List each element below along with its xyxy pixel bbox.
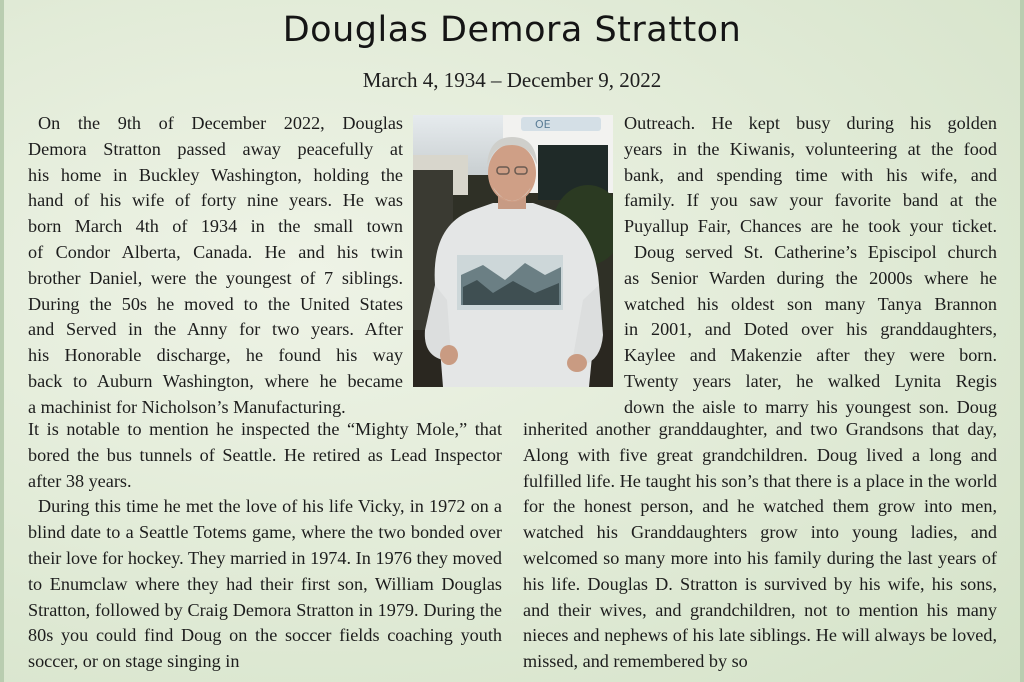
paragraph-mighty-mole: It is notable to mention he inspected the “Mighty Mole,” that bored the bus tunnels of Seattle. He retired as Lead Inspector after 38 years. (28, 419, 502, 491)
left-column-top (28, 111, 403, 421)
text-line: down the aisle to marry his youngest son. Doug (624, 396, 997, 417)
text-line: bank, and spending time with his wife, and (624, 164, 997, 185)
portrait-photo (413, 115, 613, 387)
right-column-bottom (523, 417, 997, 675)
text-line: family. If you saw your favorite band at the (624, 190, 997, 211)
text-line: watched his oldest son many Tanya Brannon (624, 293, 997, 314)
text-line: born March 4th of 1934 in the small town (28, 216, 403, 237)
left-column-bottom (28, 417, 502, 675)
paragraph-met-vicky: During this time he met the love of his life Vicky, in 1972 on a blind date to a Seattle Totems game, where the two bonded over their love for hockey. They married in 1974. In 1976 they moved to Enumclaw where they had their first son, William Douglas Stratton, followed by Craig Demora Stratton in 1979. During the 80s you could find Doug on the soccer fields coaching youth soccer, or on stage singing in (28, 496, 502, 672)
life-dates: March 4, 1934 – December 9, 2022 (362, 68, 662, 92)
text-line: Twenty years later, he walked Lynita Regis (624, 370, 997, 391)
text-line: Puyallup Fair, Chances are he took your ticket. (624, 216, 997, 237)
sign-text: OE (535, 118, 551, 131)
text-line: years in the Kiwanis, volunteering at the food (624, 138, 997, 159)
obituary-title: Douglas Demora Stratton (282, 10, 742, 50)
text-line: Outreach. He kept busy during his golden (624, 113, 997, 133)
text-line: back to Auburn Washington, where he became (28, 370, 403, 391)
text-line: a machinist for Nicholson’s Manufacturing. (28, 396, 346, 417)
text-line: as Senior Warden during the 2000s where he (624, 267, 997, 288)
text-line: Kaylee and Makenzie after they were born. (624, 345, 997, 366)
right-border (1020, 0, 1024, 682)
text-line: his home in Buckley Washington, holding the (28, 164, 403, 185)
text-line: and Served in the Anny for two years. After (28, 319, 403, 340)
text-line: in 2001, and Doted over his granddaughters, (624, 319, 997, 340)
left-border (0, 0, 4, 682)
portrait-image (413, 115, 613, 387)
text-line: hand of his wife of forty nine years. He was (28, 190, 403, 211)
text-line: of Condor Alberta, Canada. He and his twin (28, 241, 403, 262)
text-line: During the 50s he moved to the United States (28, 293, 403, 314)
text-line: brother Daniel, were the youngest of 7 siblings. (28, 267, 403, 288)
text-line: Demora Stratton passed away peacefully at (28, 138, 403, 159)
right-column-top (624, 111, 997, 421)
text-line: On the 9th of December 2022, Douglas (38, 113, 403, 133)
paragraph-legacy: inherited another granddaughter, and two Grandsons that day, Along with five great grandchildren. Doug lived a long and fulfilled life. He taught his son’s that there is a place in the world for the honest person, and he watched them grow into men, watched his Granddaughters grow into young ladies, and welcomed so many more into his family during the last years of his life. Douglas D. Stratton is survived by his wife, his sons, and their wives, and grandchildren, not to mention his many nieces and nephews of his late siblings. He will always be loved, missed, and remembered by so (523, 419, 997, 672)
text-line: Doug served St. Catherine’s Episcipol church (634, 241, 997, 262)
text-line: his Honorable discharge, he found his way (28, 345, 403, 366)
